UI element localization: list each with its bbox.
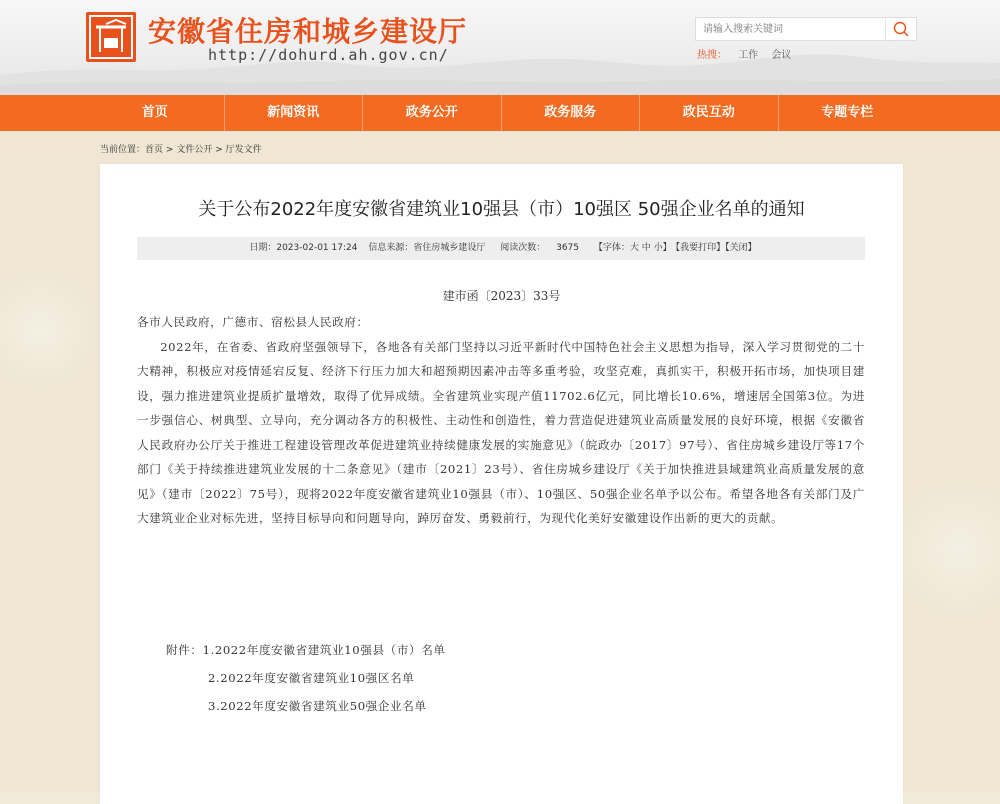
document-number: 建市函〔2023〕33号 bbox=[442, 289, 561, 303]
attachments bbox=[166, 636, 446, 720]
views-count: 3675 bbox=[556, 243, 580, 253]
article-views bbox=[496, 243, 583, 253]
font-size-control[interactable]: 【字体：大 中 小】 bbox=[593, 243, 672, 253]
nav-item-gov-affairs[interactable]: 政务公开 bbox=[363, 95, 502, 131]
breadcrumb-separator: > bbox=[165, 145, 174, 155]
search-icon bbox=[886, 18, 916, 40]
main-nav bbox=[0, 95, 1000, 131]
body-paragraph: 2022年，在省委、省政府坚强领导下，各地各有关部门坚持以习近平新时代中国特色社会主义思想为指导，深入学习贯彻党的二十大精神，积极应对疫情延宕反复、经济下行压力加大和超预期因素冲击等多重考验，攻坚克难，真抓实干，积极开拓市场，加快项目建设，强力推进建筑业提质扩量增效，取得了优异成绩。全省建筑业实现产值11702.6亿元，同比增长10.6%，增速居全国第3位。为进一步强信心、树典型、立导向，充分调动各方的积极性、主动性和创造性，着力营造促进建筑业高质量发展的良好环境，根据《安徽省人民政府办公厅关于推进工程建设管理改革促进建筑业持续健康发展的实施意见》（皖政办〔2017〕97号）、省住房城乡建设厅等17个部门《关于持续推进建筑业发展的十二条意见》（建市〔2021〕23号）、省住房城乡建设厅《关于加快推进县域建筑业高质量发展的意见》（建市〔2022〕75号），现将2022年度安徽省建筑业10强县（市）、10强区、50强企业名单予以公布。希望各地各有关部门及广大建筑业企业对标先进，坚持目标导向和问题导向，踔厉奋发、勇毅前行，为现代化美好安徽建设作出新的更大的贡献。 bbox=[137, 339, 865, 525]
attachment-link[interactable]: 2.2022年度安徽省建筑业10强区名单 bbox=[208, 671, 415, 685]
site-url: http://dohurd.ah.gov.cn/ bbox=[208, 46, 449, 64]
article-body bbox=[137, 310, 865, 531]
breadcrumb bbox=[100, 142, 262, 155]
attachments-label: 附件： bbox=[166, 643, 203, 657]
article-title: 关于公布2022年度安徽省建筑业10强县（市）10强区 50强企业名单的通知 bbox=[198, 199, 805, 220]
hot-search bbox=[697, 46, 801, 61]
breadcrumb-prefix: 当前位置： bbox=[100, 145, 146, 155]
site-logo[interactable] bbox=[86, 12, 136, 62]
views-label: 阅读次数： bbox=[500, 243, 546, 253]
nav-item-news[interactable]: 新闻资讯 bbox=[225, 95, 364, 131]
nav-item-interaction[interactable]: 政民互动 bbox=[640, 95, 779, 131]
article-meta bbox=[137, 237, 865, 260]
site-header bbox=[0, 0, 1000, 95]
article-card bbox=[100, 164, 903, 804]
attachment-link[interactable]: 3.2022年度安徽省建筑业50强企业名单 bbox=[208, 699, 427, 713]
search-input[interactable] bbox=[696, 18, 886, 40]
article-date: 日期：2023-02-01 17:24 bbox=[249, 243, 358, 253]
search-button[interactable] bbox=[885, 18, 916, 40]
attachment-link[interactable]: 1.2022年度安徽省建筑业10强县（市）名单 bbox=[202, 643, 446, 657]
nav-item-topics[interactable]: 专题专栏 bbox=[821, 105, 874, 120]
hot-search-link[interactable]: 会议 bbox=[771, 50, 792, 61]
salutation: 各市人民政府，广德市、宿松县人民政府： bbox=[137, 315, 369, 329]
close-link[interactable]: 【关闭】 bbox=[725, 243, 757, 253]
search-box bbox=[695, 17, 917, 41]
breadcrumb-item-files[interactable]: 文件公开 bbox=[176, 145, 213, 155]
logo-emblem-icon bbox=[86, 12, 136, 62]
article-source: 信息来源：省住房城乡建设厅 bbox=[368, 243, 486, 253]
nav-item-home[interactable]: 首页 bbox=[86, 95, 225, 131]
hot-search-link[interactable]: 工作 bbox=[738, 50, 759, 61]
site-title[interactable]: 安徽省住房和城乡建设厅 bbox=[148, 15, 468, 48]
breadcrumb-item-dept-files[interactable]: 厅发文件 bbox=[225, 145, 262, 155]
breadcrumb-separator: > bbox=[215, 145, 223, 155]
hot-search-label: 热搜： bbox=[697, 50, 727, 61]
print-link[interactable]: 【我要打印】 bbox=[675, 243, 726, 253]
breadcrumb-item-home[interactable]: 首页 bbox=[145, 145, 164, 155]
nav-item-gov-services[interactable]: 政务服务 bbox=[502, 95, 641, 131]
